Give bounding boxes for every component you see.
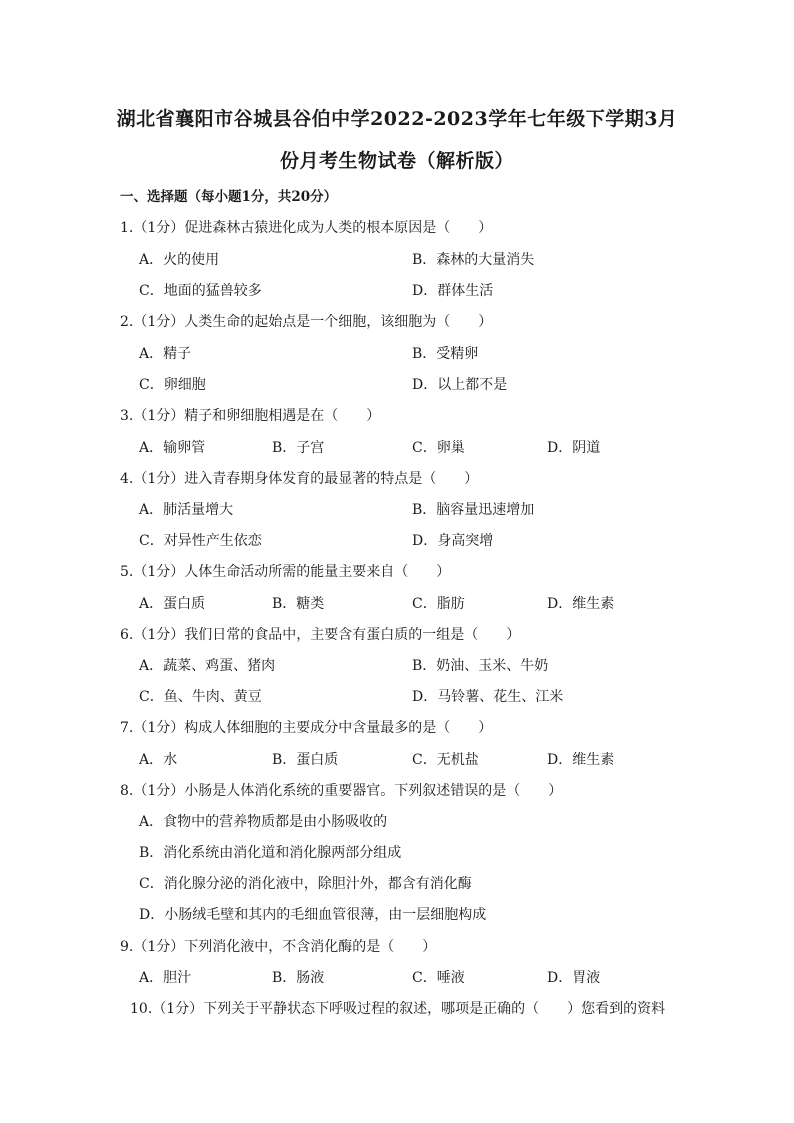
question-stem: 7.（1分）构成人体细胞的主要成分中含量最多的是（ ） [120, 720, 493, 736]
option-b: B．奶油、玉米、牛奶 [412, 658, 549, 674]
option-d: D．小肠绒毛壁和其内的毛细血管很薄，由一层细胞构成 [139, 907, 487, 923]
option-b: B．森林的大量消失 [412, 252, 535, 268]
option-b: B．蛋白质 [272, 752, 339, 768]
option-b: B．受精卵 [412, 346, 479, 362]
option-a: A．火的使用 [139, 252, 220, 268]
option-c: C．唾液 [412, 970, 465, 986]
option-a: A．输卵管 [139, 440, 206, 456]
option-d: D．维生素 [547, 752, 615, 768]
question-stem: 4.（1分）进入青春期身体发育的最显著的特点是（ ） [120, 471, 479, 487]
option-a: A．蔬菜、鸡蛋、猪肉 [139, 658, 276, 674]
option-d: D．维生素 [547, 596, 615, 612]
option-b: B．消化系统由消化道和消化腺两部分组成 [139, 845, 402, 861]
option-d: D．阴道 [547, 440, 601, 456]
option-c: C．无机盐 [412, 752, 479, 768]
document-title-line-1: 湖北省襄阳市谷城县谷伯中学2022-2023学年七年级下学期3月 [116, 108, 678, 130]
question-stem: 9.（1分）下列消化液中，不含消化酶的是（ ） [120, 939, 437, 955]
option-a: A．胆汁 [139, 970, 192, 986]
option-b: B．糖类 [272, 596, 325, 612]
question-stem: 1.（1分）促进森林古猿进化成为人类的根本原因是（ ） [120, 220, 493, 236]
option-c: C．鱼、牛肉、黄豆 [139, 689, 262, 705]
question-stem: 10.（1分）下列关于平静状态下呼吸过程的叙述，哪项是正确的（ ）您看到的资料 [130, 1001, 666, 1017]
option-b: B．子宫 [272, 440, 325, 456]
question-stem: 2.（1分）人类生命的起始点是一个细胞，该细胞为（ ） [120, 314, 493, 330]
option-c: C．脂肪 [412, 596, 465, 612]
option-d: D．马铃薯、花生、江米 [412, 689, 564, 705]
option-c: C．消化腺分泌的消化液中，除胆汁外，都含有消化酶 [139, 876, 472, 892]
option-d: D．群体生活 [412, 283, 494, 299]
document-title-line-2: 份月考生物试卷（解析版） [279, 150, 514, 172]
section-heading: 一、选择题（每小题1分，共20分） [120, 189, 338, 205]
question-stem: 3.（1分）精子和卵细胞相遇是在（ ） [120, 408, 381, 424]
question-stem: 5.（1分）人体生命活动所需的能量主要来自（ ） [120, 564, 451, 580]
option-a: A．蛋白质 [139, 596, 206, 612]
option-a: A．水 [139, 752, 178, 768]
option-a: A．肺活量增大 [139, 502, 234, 518]
option-a: A．食物中的营养物质都是由小肠吸收的 [139, 814, 388, 830]
option-c: C．卵巢 [412, 440, 465, 456]
question-stem: 6.（1分）我们日常的食品中，主要含有蛋白质的一组是（ ） [120, 627, 521, 643]
option-b: B．脑容量迅速增加 [412, 502, 535, 518]
option-c: C．对异性产生依恋 [139, 533, 262, 549]
option-c: C．地面的猛兽较多 [139, 283, 262, 299]
question-stem: 8.（1分）小肠是人体消化系统的重要器官。下列叙述错误的是（ ） [120, 783, 563, 799]
option-b: B．肠液 [272, 970, 325, 986]
option-d: D．以上都不是 [412, 377, 508, 393]
option-d: D．胃液 [547, 970, 601, 986]
option-c: C．卵细胞 [139, 377, 206, 393]
option-d: D．身高突增 [412, 533, 494, 549]
option-a: A．精子 [139, 346, 192, 362]
